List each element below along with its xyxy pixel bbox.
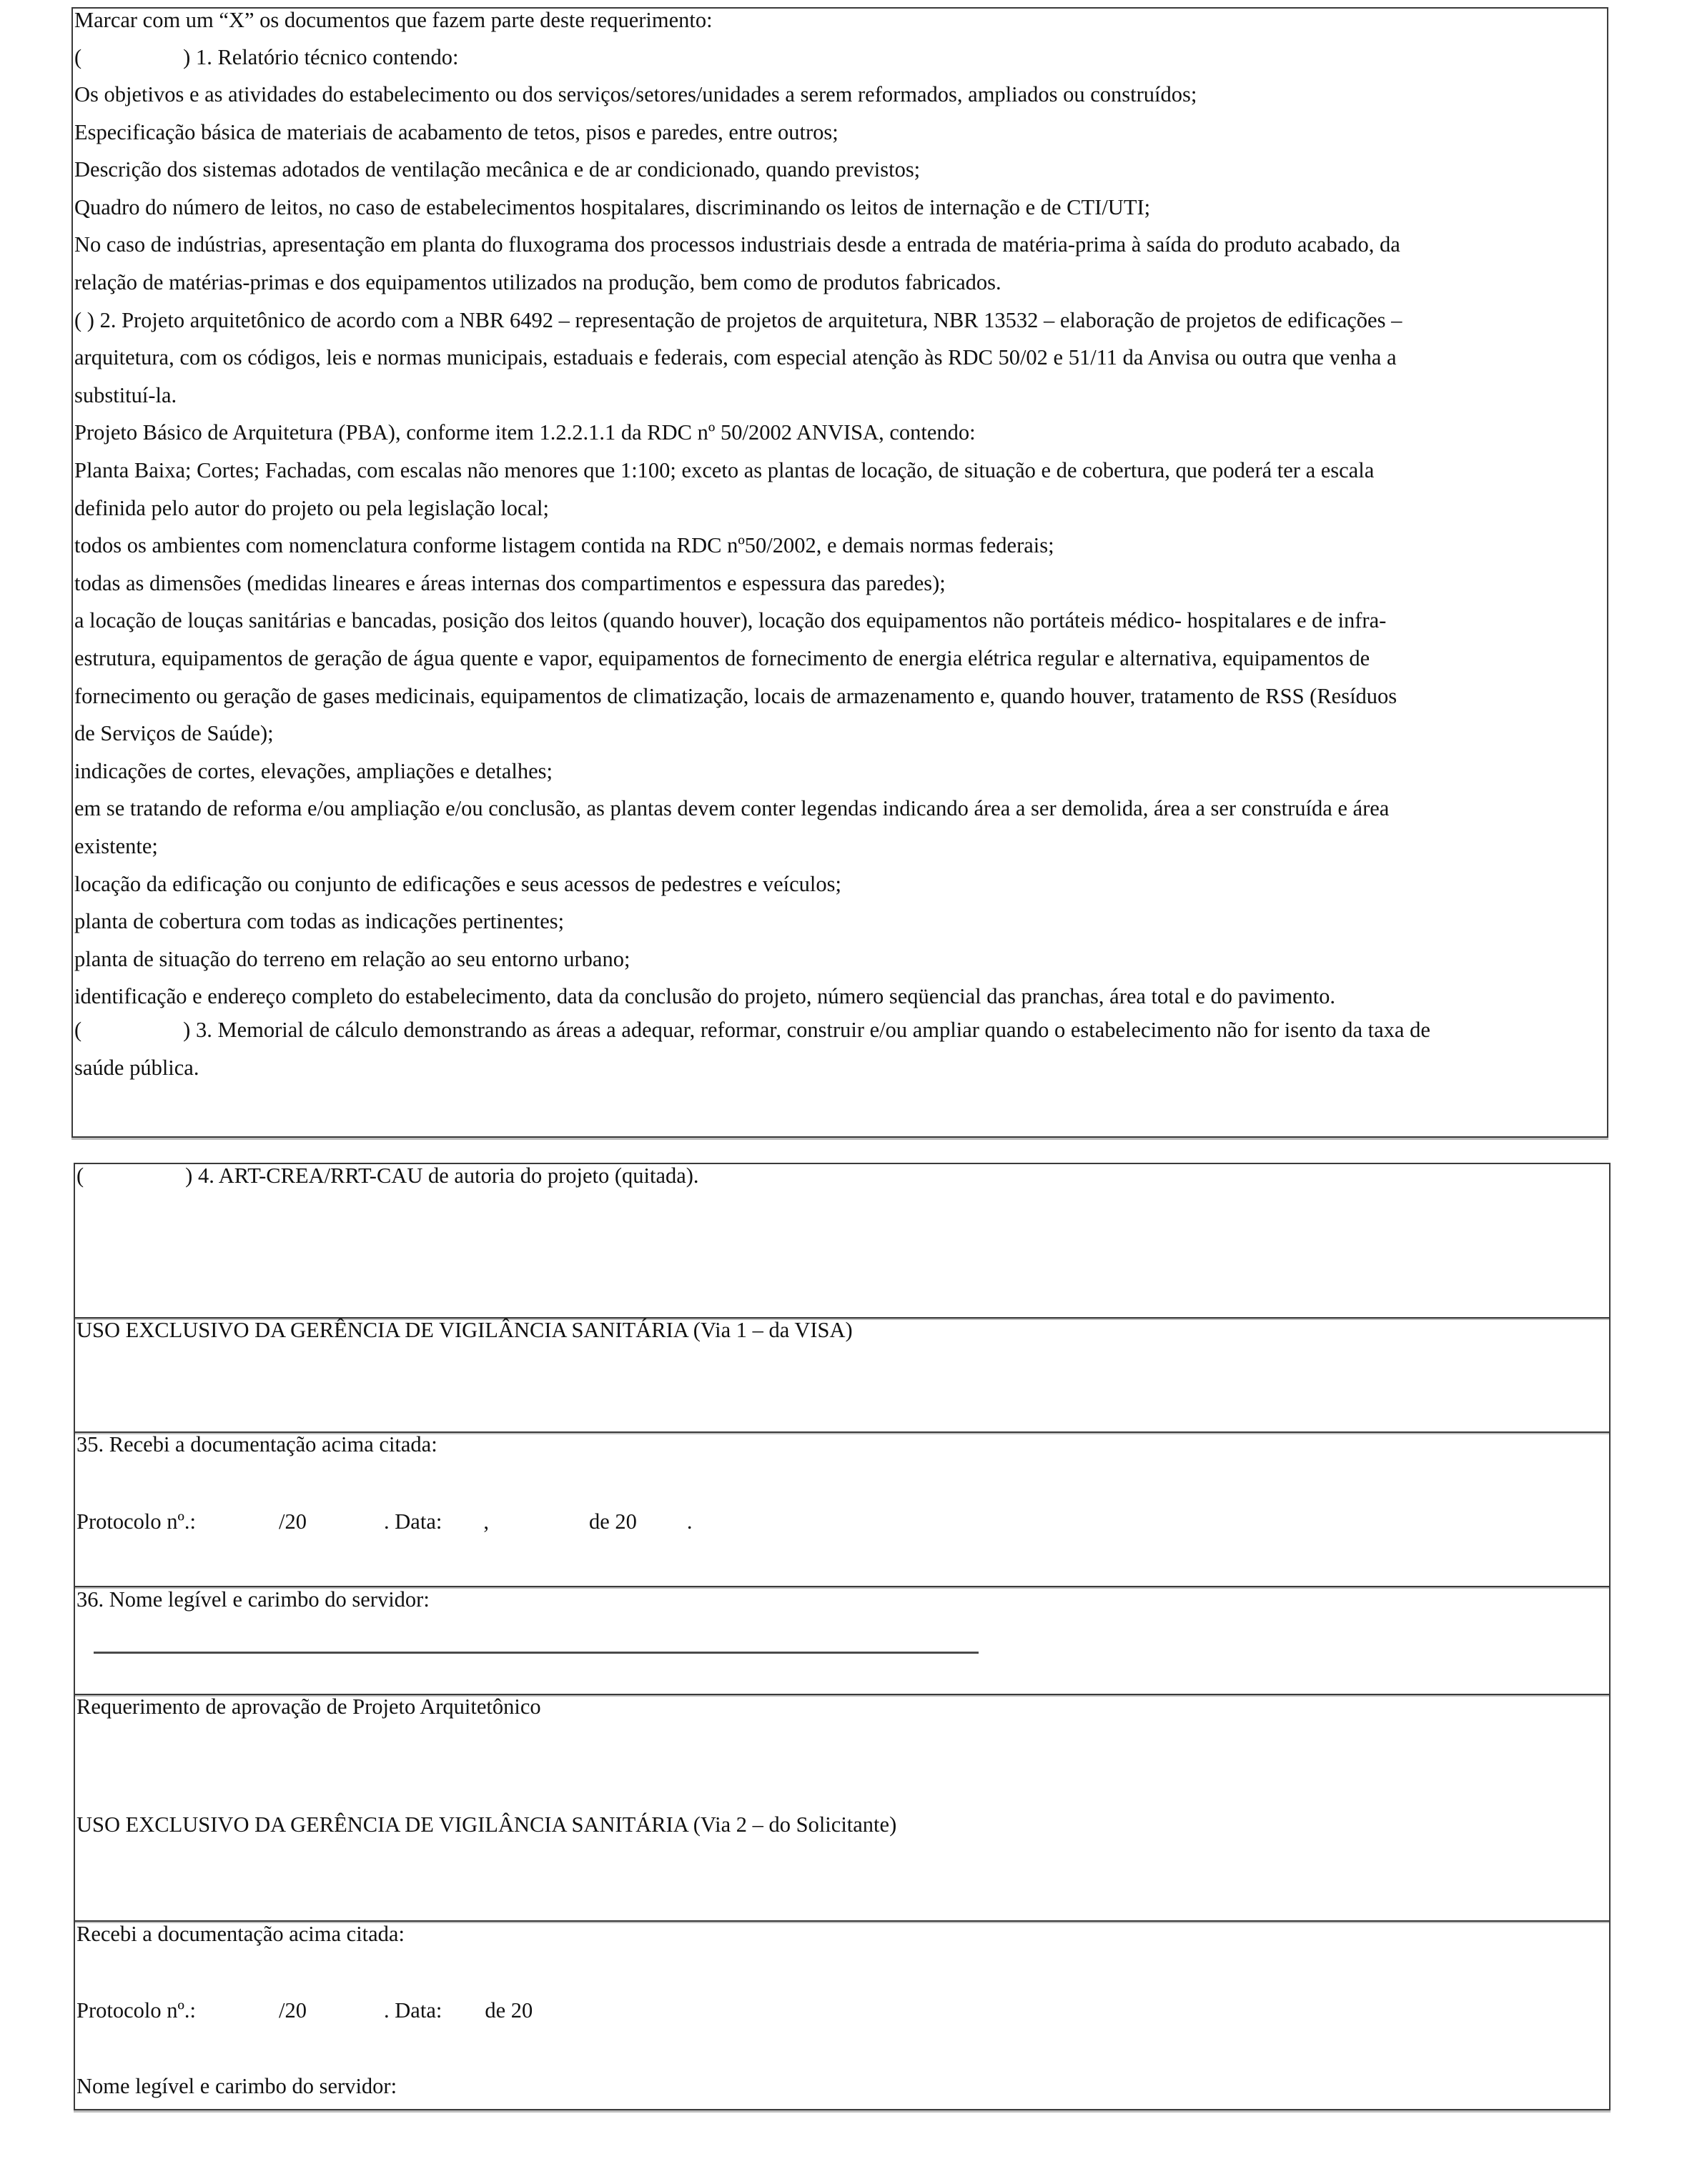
- item-4-checkbox[interactable]: (: [76, 1163, 84, 1188]
- requirement-line: Projeto Básico de Arquitetura (PBA), conforme item 1.2.2.1.1 da RDC nº 50/2002 ANVISA, contendo:: [74, 420, 976, 445]
- requirement-line: arquitetura, com os códigos, leis e normas municipais, estaduais e federais, com especial atenção às RDC 50/02 e 51/11 da Anvisa ou outra que venha a: [74, 345, 1397, 370]
- item-3-label: ) 3. Memorial de cálculo demonstrando as áreas a adequar, reformar, construir e/ou ampliar quando o estabelecimento não for isento da taxa de: [183, 1018, 1430, 1042]
- requirement-line: planta de situação do terreno em relação ao seu entorno urbano;: [74, 946, 630, 971]
- protocolo-label: Protocolo nº.:: [76, 1509, 197, 1534]
- item-3-checkbox[interactable]: (: [74, 1018, 82, 1042]
- via2-servidor-label: Nome legível e carimbo do servidor:: [76, 2074, 397, 2098]
- via2-protocolo-year-label: /20: [279, 1998, 307, 2022]
- requirement-line: No caso de indústrias, apresentação em planta do fluxograma dos processos industriais desde a entrada de matéria-prima à saída do produto acabado, da: [74, 232, 1400, 257]
- protocolo-year-label: /20: [279, 1509, 307, 1534]
- data-comma: ,: [483, 1509, 489, 1534]
- via2-protocol-row: [76, 1996, 533, 2025]
- field-35-label: 35. Recebi a documentação acima citada:: [76, 1432, 437, 1456]
- via2-title: Requerimento de aprovação de Projeto Arquitetônico: [76, 1694, 541, 1719]
- via2-data-label: . Data:: [384, 1998, 442, 2022]
- requirement-line: fornecimento ou geração de gases medicinais, equipamentos de climatização, locais de armazenamento e, quando houver, tratamento de RSS (Resíduos: [74, 683, 1397, 708]
- requirement-line: identificação e endereço completo do estabelecimento, data da conclusão do projeto, número seqüencial das pranchas, área total e do pavimento.: [74, 984, 1336, 1009]
- requirement-line: indicações de cortes, elevações, ampliações e detalhes;: [74, 758, 553, 783]
- official-use-box: [74, 1163, 1611, 2110]
- requirement-line: Planta Baixa; Cortes; Fachadas, com escalas não menores que 1:100; exceto as plantas de locação, de situação e de cobertura, que poderá ter a escala: [74, 458, 1375, 482]
- via1-header: USO EXCLUSIVO DA GERÊNCIA DE VIGILÂNCIA SANITÁRIA (Via 1 – da VISA): [76, 1318, 853, 1342]
- documents-checklist-box: [71, 7, 1608, 1138]
- data-end: .: [686, 1509, 693, 1534]
- requirement-line: Quadro do número de leitos, no caso de estabelecimentos hospitalares, discriminando os leitos de internação e de CTI/UTI;: [74, 194, 1151, 219]
- item-3-continuation: saúde pública.: [74, 1056, 199, 1080]
- requirement-line: todas as dimensões (medidas lineares e áreas internas dos compartimentos e espessura das paredes);: [74, 570, 946, 595]
- via2-receipt-label: Recebi a documentação acima citada:: [76, 1922, 405, 1946]
- requirement-line: de Serviços de Saúde);: [74, 721, 274, 746]
- requirement-line: Descrição dos sistemas adotados de ventilação mecânica e de ar condicionado, quando previstos;: [74, 157, 921, 182]
- requirement-line: Os objetivos e as atividades do estabelecimento ou dos serviços/setores/unidades a serem reformados, ampliados ou construídos;: [74, 82, 1197, 106]
- requirement-line: a locação de louças sanitárias e bancadas, posição dos leitos (quando houver), locação dos equipamentos não portáteis médico- hospitalares e de infra-: [74, 608, 1387, 633]
- checklist-item-2[interactable]: ( ) 2. Projeto arquitetônico de acordo com a NBR 6492 – representação de projetos de arquitetura, NBR 13532 – elaboração de projetos de edificações –: [74, 307, 1402, 332]
- requirement-line: substituí-la.: [74, 382, 177, 407]
- requirement-line: Especificação básica de materiais de acabamento de tetos, pisos e paredes, entre outros;: [74, 119, 838, 144]
- data-label: . Data:: [384, 1509, 442, 1534]
- requirement-line: em se tratando de reforma e/ou ampliação e/ou conclusão, as plantas devem conter legendas indicando área a ser demolida, área a ser construída e área: [74, 796, 1390, 821]
- requirement-line: locação da edificação ou conjunto de edificações e seus acessos de pedestres e veículos;: [74, 871, 841, 896]
- checklist-item-1: [74, 43, 459, 71]
- via2-header: USO EXCLUSIVO DA GERÊNCIA DE VIGILÂNCIA SANITÁRIA (Via 2 – do Solicitante): [76, 1812, 897, 1837]
- requirement-line: planta de cobertura com todas as indicações pertinentes;: [74, 909, 565, 934]
- requirement-line: todos os ambientes com nomenclatura conforme listagem contida na RDC nº50/2002, e demais normas federais;: [74, 533, 1054, 558]
- via2-protocolo-label: Protocolo nº.:: [76, 1998, 197, 2022]
- requirement-line: existente;: [74, 834, 158, 858]
- checklist-item-4: [76, 1161, 699, 1190]
- item-4-label: ) 4. ART-CREA/RRT-CAU de autoria do projeto (quitada).: [185, 1163, 699, 1188]
- checklist-item-3: [74, 1016, 1430, 1044]
- requirement-line: estrutura, equipamentos de geração de água quente e vapor, equipamentos de fornecimento de energia elétrica regular e alternativa, equipamentos de: [74, 646, 1370, 670]
- data-year-label: de 20: [588, 1509, 637, 1534]
- item-1-checkbox[interactable]: (: [74, 45, 82, 69]
- field-35-protocol-row: [76, 1507, 693, 1536]
- item-1-label: ) 1. Relatório técnico contendo:: [183, 45, 459, 69]
- signature-line[interactable]: [94, 1652, 979, 1654]
- via2-data-year-label: de 20: [485, 1998, 533, 2022]
- requirement-line: definida pelo autor do projeto ou pela legislação local;: [74, 495, 549, 520]
- requirement-line: relação de matérias-primas e dos equipamentos utilizados na produção, bem como de produtos fabricados.: [74, 270, 1001, 294]
- field-36-label: 36. Nome legível e carimbo do servidor:: [76, 1587, 430, 1612]
- checklist-instruction: Marcar com um “X” os documentos que fazem parte deste requerimento:: [74, 8, 713, 32]
